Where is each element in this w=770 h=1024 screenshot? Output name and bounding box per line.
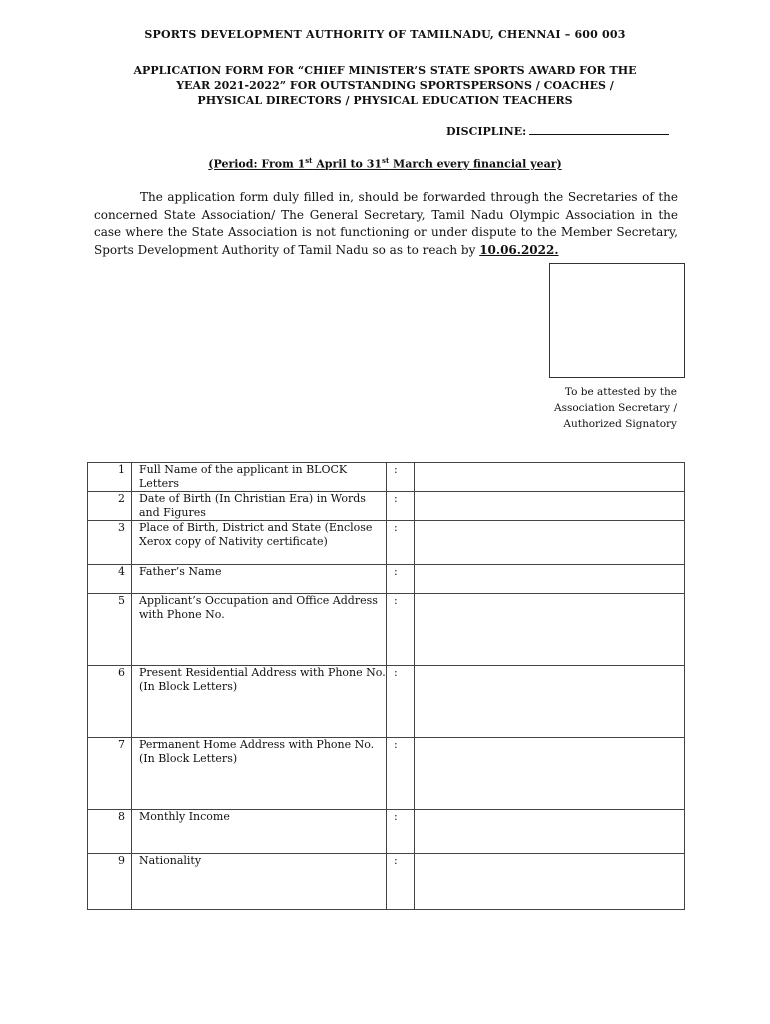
applicant-details-table — [87, 462, 685, 910]
field-label: Monthly Income — [132, 810, 387, 854]
colon-separator: : — [387, 594, 415, 666]
monthly-income-input-cell[interactable] — [415, 810, 685, 854]
period-note: (Period: From 1st April to 31st March every financial year) — [208, 156, 562, 171]
organization-heading: SPORTS DEVELOPMENT AUTHORITY OF TAMILNADU, CHENNAI – 600 003 — [144, 28, 626, 41]
table-row — [88, 738, 685, 810]
colon-separator: : — [387, 492, 415, 521]
attestation-note: To be attested by the Association Secretary / Authorized Signatory — [553, 386, 677, 430]
row-number: 1 — [88, 463, 132, 492]
row-number: 9 — [88, 854, 132, 910]
field-label: Applicant’s Occupation and Office Address with Phone No. — [132, 594, 387, 666]
field-label: Present Residential Address with Phone No. (In Block Letters) — [132, 666, 387, 738]
colon-separator: : — [387, 810, 415, 854]
field-label: Father’s Name — [132, 565, 387, 594]
fathers-name-input-cell[interactable] — [415, 565, 685, 594]
permanent-address-input-cell[interactable] — [415, 738, 685, 810]
row-number: 6 — [88, 666, 132, 738]
colon-separator: : — [387, 565, 415, 594]
place-of-birth-input-cell[interactable] — [415, 521, 685, 565]
row-number: 4 — [88, 565, 132, 594]
present-address-input-cell[interactable] — [415, 666, 685, 738]
discipline-blank-line[interactable] — [529, 124, 669, 135]
row-number: 8 — [88, 810, 132, 854]
colon-separator: : — [387, 463, 415, 492]
field-label: Permanent Home Address with Phone No.(In Block Letters) — [132, 738, 387, 810]
row-number: 7 — [88, 738, 132, 810]
field-label: Nationality — [132, 854, 387, 910]
table-row — [88, 666, 685, 738]
deadline-date: 10.06.2022. — [479, 242, 559, 257]
table-row — [88, 521, 685, 565]
row-number: 2 — [88, 492, 132, 521]
table-row — [88, 594, 685, 666]
colon-separator: : — [387, 521, 415, 565]
row-number: 5 — [88, 594, 132, 666]
row-number: 3 — [88, 521, 132, 565]
occupation-address-input-cell[interactable] — [415, 594, 685, 666]
form-title — [90, 63, 680, 108]
date-of-birth-input-cell[interactable] — [415, 492, 685, 521]
instructions-text: The application form duly filled in, should be forwarded through the Secretaries of the concerned State Association/ The General Secretary, Tamil Nadu Olympic Association in the case where the State Association is not functioning or under dispute to the Member Secretary, Sports Development Authority of Tamil Nadu so as to reach by — [94, 190, 678, 257]
instructions-paragraph — [94, 189, 678, 259]
table-row — [88, 565, 685, 594]
table-row — [88, 810, 685, 854]
field-label: Full Name of the applicant in BLOCK Letters — [132, 463, 387, 492]
table-row — [88, 492, 685, 521]
field-label: Place of Birth, District and State (Enclose Xerox copy of Nativity certificate) — [132, 521, 387, 565]
form-title-line-2: YEAR 2021-2022” FOR OUTSTANDING SPORTSPERSONS / COACHES / — [176, 79, 614, 92]
photo-placeholder-box[interactable] — [549, 263, 685, 378]
table-row — [88, 854, 685, 910]
colon-separator: : — [387, 854, 415, 910]
table-row — [88, 463, 685, 492]
nationality-input-cell[interactable] — [415, 854, 685, 910]
form-title-line-3: PHYSICAL DIRECTORS / PHYSICAL EDUCATION TEACHERS — [197, 94, 573, 107]
colon-separator: : — [387, 666, 415, 738]
form-title-line-1: APPLICATION FORM FOR “CHIEF MINISTER’S STATE SPORTS AWARD FOR THE — [133, 64, 637, 77]
field-label: Date of Birth (In Christian Era) in Words and Figures — [132, 492, 387, 521]
colon-separator: : — [387, 738, 415, 810]
discipline-label: DISCIPLINE: — [446, 125, 527, 138]
discipline-field — [446, 124, 669, 138]
full-name-input-cell[interactable] — [415, 463, 685, 492]
